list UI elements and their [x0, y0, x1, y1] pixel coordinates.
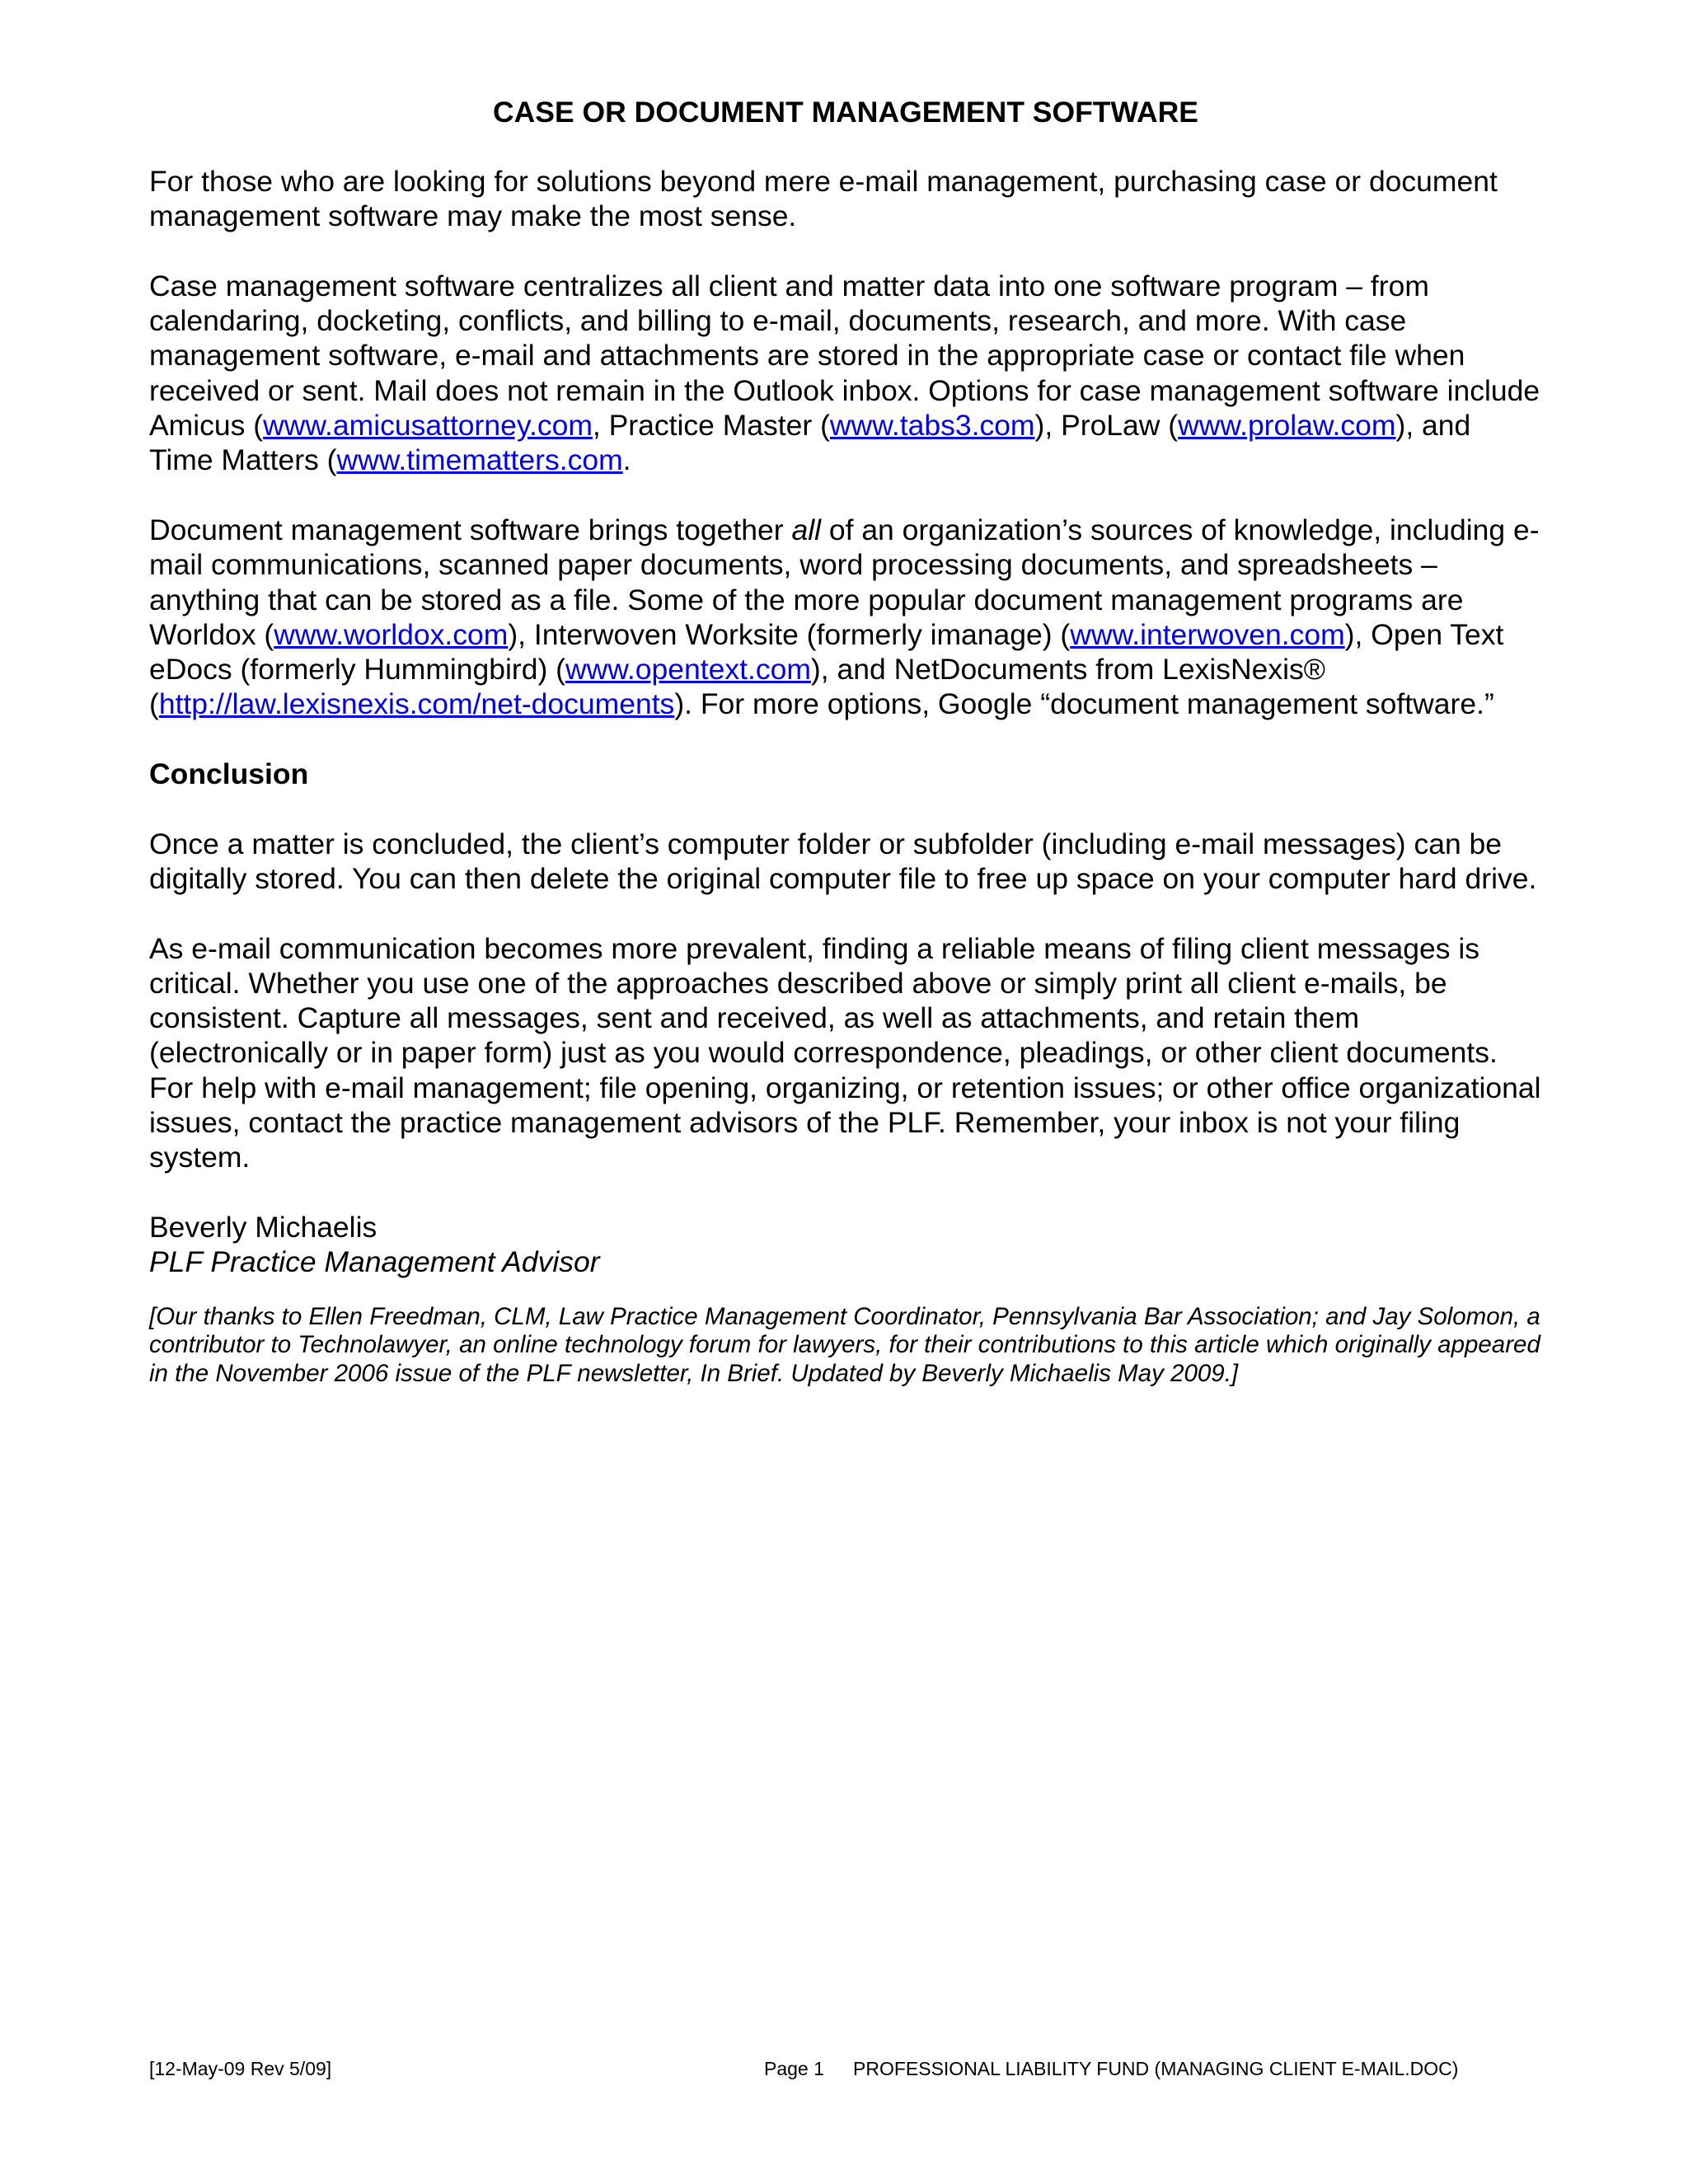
link-interwoven[interactable]: www.interwoven.com	[1070, 617, 1345, 651]
footer-page-number: Page 1	[764, 2058, 824, 2079]
link-tabs3[interactable]: www.tabs3.com	[829, 409, 1035, 443]
doc-text-5: ), and NetDocuments from LexisNexis® (	[149, 653, 1325, 721]
link-timematters[interactable]: www.timematters.com	[336, 443, 623, 477]
case-text-3: ), ProLaw (	[1034, 409, 1179, 443]
intro-paragraph: For those who are looking for solutions beyond mere e-mail management, purchasing case or document management software may make the most sense.	[149, 165, 1498, 233]
document-body	[149, 95, 1542, 1388]
doc-emphasis: all	[791, 513, 821, 546]
acknowledgement-note: [Our thanks to Ellen Freedman, CLM, Law Practice Management Coordinator, Pennsylvania Bar Association; and Jay Solomon, a contributor to Technolawyer, an online technology forum for lawyers, for their contributions to this article which originally appeared in the November 2006 issue of the PLF newsletter, In Brief. Updated by Beverly Michaelis May 2009.]	[149, 1302, 1540, 1387]
case-text-5: .	[622, 443, 631, 477]
doc-text-6: ). For more options, Google “document management software.”	[674, 687, 1494, 721]
doc-text-4: ), Open Text eDocs (formerly Hummingbird) (	[149, 617, 1504, 687]
signature-name: Beverly Michaelis	[149, 1210, 377, 1244]
case-management-paragraph	[149, 269, 1542, 478]
footer-revision: [12-May-09 Rev 5/09]	[149, 2058, 332, 2079]
link-worldox[interactable]: www.worldox.com	[274, 617, 509, 651]
page-title: CASE OR DOCUMENT MANAGEMENT SOFTWARE	[493, 96, 1198, 129]
link-amicus[interactable]: www.amicusattorney.com	[263, 409, 593, 443]
page-footer	[149, 2054, 1542, 2083]
signature-block	[149, 1210, 1542, 1280]
link-prolaw[interactable]: www.prolaw.com	[1178, 409, 1396, 443]
footer-document-name: PROFESSIONAL LIABILITY FUND (MANAGING CLIENT E-MAIL.DOC)	[853, 2058, 1459, 2079]
conclusion-paragraph-2: As e-mail communication becomes more prevalent, finding a reliable means of filing client messages is critical. Whether you use one of the approaches described above or simply print all client e-mails, be consistent. Capture all messages, sent and received, as well as attachments, and retain them (electronically or in paper form) just as you would correspondence, pleadings, or other client documents. For help with e-mail management; file opening, organizing, or retention issues; or other office organizational issues, contact the practice management advisors of the PLF. Remember, your inbox is not your filing system.	[149, 931, 1541, 1174]
doc-text-2: of an organization’s sources of knowledge, including e-mail communications, scanned paper documents, word processing documents, and spreadsheets – anything that can be stored as a file. Some of the more popular document management programs are Worldox (	[149, 513, 1540, 651]
case-text-1: Case management software centralizes all client and matter data into one software program – from calendaring, docketing, conflicts, and billing to e-mail, documents, research, and more. With case management software, e-mail and attachments are stored in the appropriate case or contact file when received or sent. Mail does not remain in the Outlook inbox. Options for case management software include Amicus (	[149, 269, 1540, 443]
link-lexisnexis[interactable]: http://law.lexisnexis.com/net-documents	[158, 687, 675, 721]
signature-role: PLF Practice Management Advisor	[149, 1245, 600, 1279]
case-text-4: ), and Time Matters (	[149, 409, 1471, 477]
doc-text-3: ), Interwoven Worksite (formerly imanage) (	[508, 617, 1071, 651]
doc-text-1: Document management software brings together	[149, 513, 792, 546]
document-management-paragraph	[149, 513, 1542, 722]
case-text-2: , Practice Master (	[592, 409, 830, 443]
conclusion-heading: Conclusion	[149, 757, 309, 791]
link-opentext[interactable]: www.opentext.com	[565, 653, 811, 687]
conclusion-paragraph-1: Once a matter is concluded, the client’s computer folder or subfolder (including e-mail messages) can be digitally stored. You can then delete the original computer file to free up space on your computer hard drive.	[149, 827, 1537, 895]
